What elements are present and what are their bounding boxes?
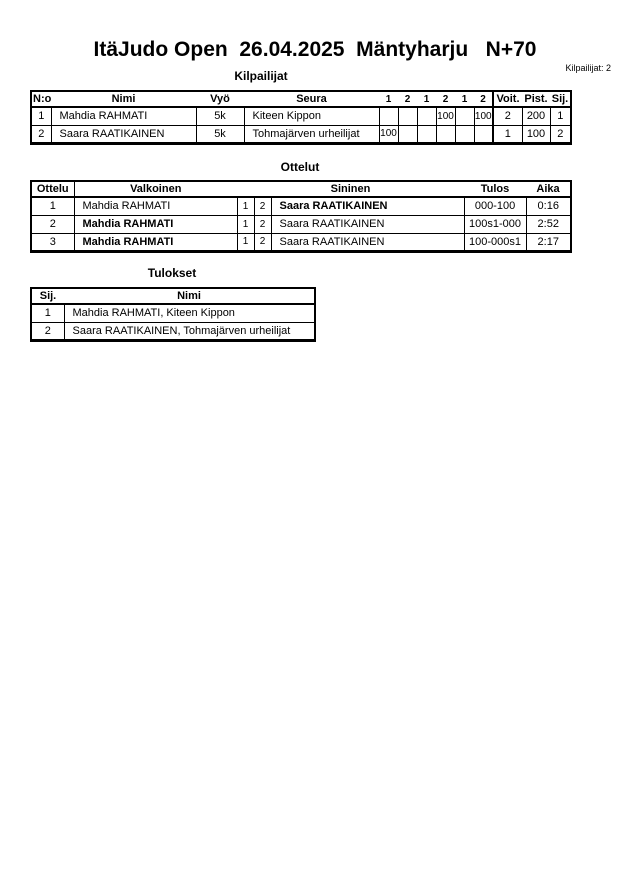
aika-cell: 2:52 xyxy=(526,215,571,233)
sininen-cell: Saara RAATIKAINEN xyxy=(271,197,464,215)
sij-cell: 1 xyxy=(31,304,64,322)
corner-2-cell: 2 xyxy=(254,197,271,215)
score-cell: 100 xyxy=(474,107,493,125)
col-header-score-3: 1 xyxy=(417,91,436,107)
sininen-cell: Saara RAATIKAINEN xyxy=(271,233,464,251)
score-cell xyxy=(455,107,474,125)
nimi-cell: Mahdia RAHMATI, Kiteen Kippon xyxy=(64,304,315,322)
col-header-sij: Sij. xyxy=(31,288,64,304)
nimi-cell: Saara RAATIKAINEN xyxy=(51,125,196,143)
ottelut-row xyxy=(31,215,571,233)
nimi-cell: Mahdia RAHMATI xyxy=(51,107,196,125)
col-header-score-1: 1 xyxy=(379,91,398,107)
col-header-score-5: 1 xyxy=(455,91,474,107)
valkoinen-cell: Mahdia RAHMATI xyxy=(74,197,237,215)
col-header-no: N:o xyxy=(33,93,51,105)
col-header-nimi: Nimi xyxy=(51,91,196,107)
seura-cell: Tohmajärven urheilijat xyxy=(244,125,379,143)
nimi-cell: Saara RAATIKAINEN, Tohmajärven urheilijat xyxy=(64,322,315,340)
tulos-cell: 000-100 xyxy=(464,197,526,215)
tulokset-header-row xyxy=(31,288,315,304)
score-cell xyxy=(455,125,474,143)
tulokset-section-title: Tulokset xyxy=(147,266,197,280)
pist-cell: 100 xyxy=(522,125,550,143)
col-header-ottelu: Ottelu xyxy=(31,181,74,197)
score-cell xyxy=(436,125,455,143)
score-cell xyxy=(417,125,436,143)
col-header-sininen: Sininen xyxy=(237,181,464,197)
ottelut-table xyxy=(30,180,572,253)
score-cell xyxy=(398,107,417,125)
ottelu-number-cell: 2 xyxy=(31,215,74,233)
tulokset-table xyxy=(30,287,316,342)
score-cell xyxy=(474,125,493,143)
col-header-aika: Aika xyxy=(526,181,571,197)
tulokset-row xyxy=(31,304,315,322)
page-title: ItäJudo Open 26.04.2025 Mäntyharju N+70 xyxy=(93,38,537,61)
tulos-cell: 100-000s1 xyxy=(464,233,526,251)
vyo-cell: 5k xyxy=(196,107,244,125)
voit-cell: 2 xyxy=(493,107,522,125)
corner-1-cell: 1 xyxy=(237,197,254,215)
ottelu-number-cell: 3 xyxy=(31,233,74,251)
tulokset-row xyxy=(31,322,315,340)
score-cell: 100 xyxy=(436,107,455,125)
ottelu-number-cell: 1 xyxy=(31,197,74,215)
seura-cell: Kiteen Kippon xyxy=(244,107,379,125)
col-header-tulos: Tulos xyxy=(464,181,526,197)
competitors-count-label: Kilpailijat: 2 xyxy=(565,63,611,73)
col-header-score-6: 2 xyxy=(474,91,493,107)
col-header-score-2: 2 xyxy=(398,91,417,107)
pist-cell: 200 xyxy=(522,107,550,125)
ottelut-row xyxy=(31,197,571,215)
ottelut-header-row xyxy=(31,181,571,197)
score-cell xyxy=(379,107,398,125)
col-header-nimi: Nimi xyxy=(64,288,315,304)
score-cell xyxy=(417,107,436,125)
aika-cell: 2:17 xyxy=(526,233,571,251)
kilpailijat-row xyxy=(31,125,571,143)
col-header-seura: Seura xyxy=(244,91,379,107)
score-cell xyxy=(398,125,417,143)
ottelut-row xyxy=(31,233,571,251)
tulos-cell: 100s1-000 xyxy=(464,215,526,233)
kilpailijat-row xyxy=(31,107,571,125)
col-header-vyo: Vyö xyxy=(196,91,244,107)
no-cell: 1 xyxy=(31,107,51,125)
kilpailijat-table xyxy=(30,90,572,145)
valkoinen-cell: Mahdia RAHMATI xyxy=(74,215,237,233)
corner-1-cell: 1 xyxy=(237,233,254,251)
sininen-cell: Saara RAATIKAINEN xyxy=(271,215,464,233)
col-header-valkoinen: Valkoinen xyxy=(74,181,237,197)
vyo-cell: 5k xyxy=(196,125,244,143)
corner-2-cell: 2 xyxy=(254,233,271,251)
col-header-sij: Sij. xyxy=(550,91,571,107)
valkoinen-cell: Mahdia RAHMATI xyxy=(74,233,237,251)
col-header-pist: Pist. xyxy=(522,91,550,107)
corner-1-cell: 1 xyxy=(237,215,254,233)
sij-cell: 2 xyxy=(550,125,571,143)
score-cell: 100 xyxy=(379,125,398,143)
sij-cell: 1 xyxy=(550,107,571,125)
sij-cell: 2 xyxy=(31,322,64,340)
voit-cell: 1 xyxy=(493,125,522,143)
col-header-voit: Voit. xyxy=(493,91,522,107)
no-cell: 2 xyxy=(31,125,51,143)
kilpailijat-header-row xyxy=(31,91,571,107)
col-header-score-4: 2 xyxy=(436,91,455,107)
aika-cell: 0:16 xyxy=(526,197,571,215)
kilpailijat-section-title: Kilpailijat xyxy=(234,69,288,83)
ottelut-section-title: Ottelut xyxy=(280,160,320,174)
corner-2-cell: 2 xyxy=(254,215,271,233)
